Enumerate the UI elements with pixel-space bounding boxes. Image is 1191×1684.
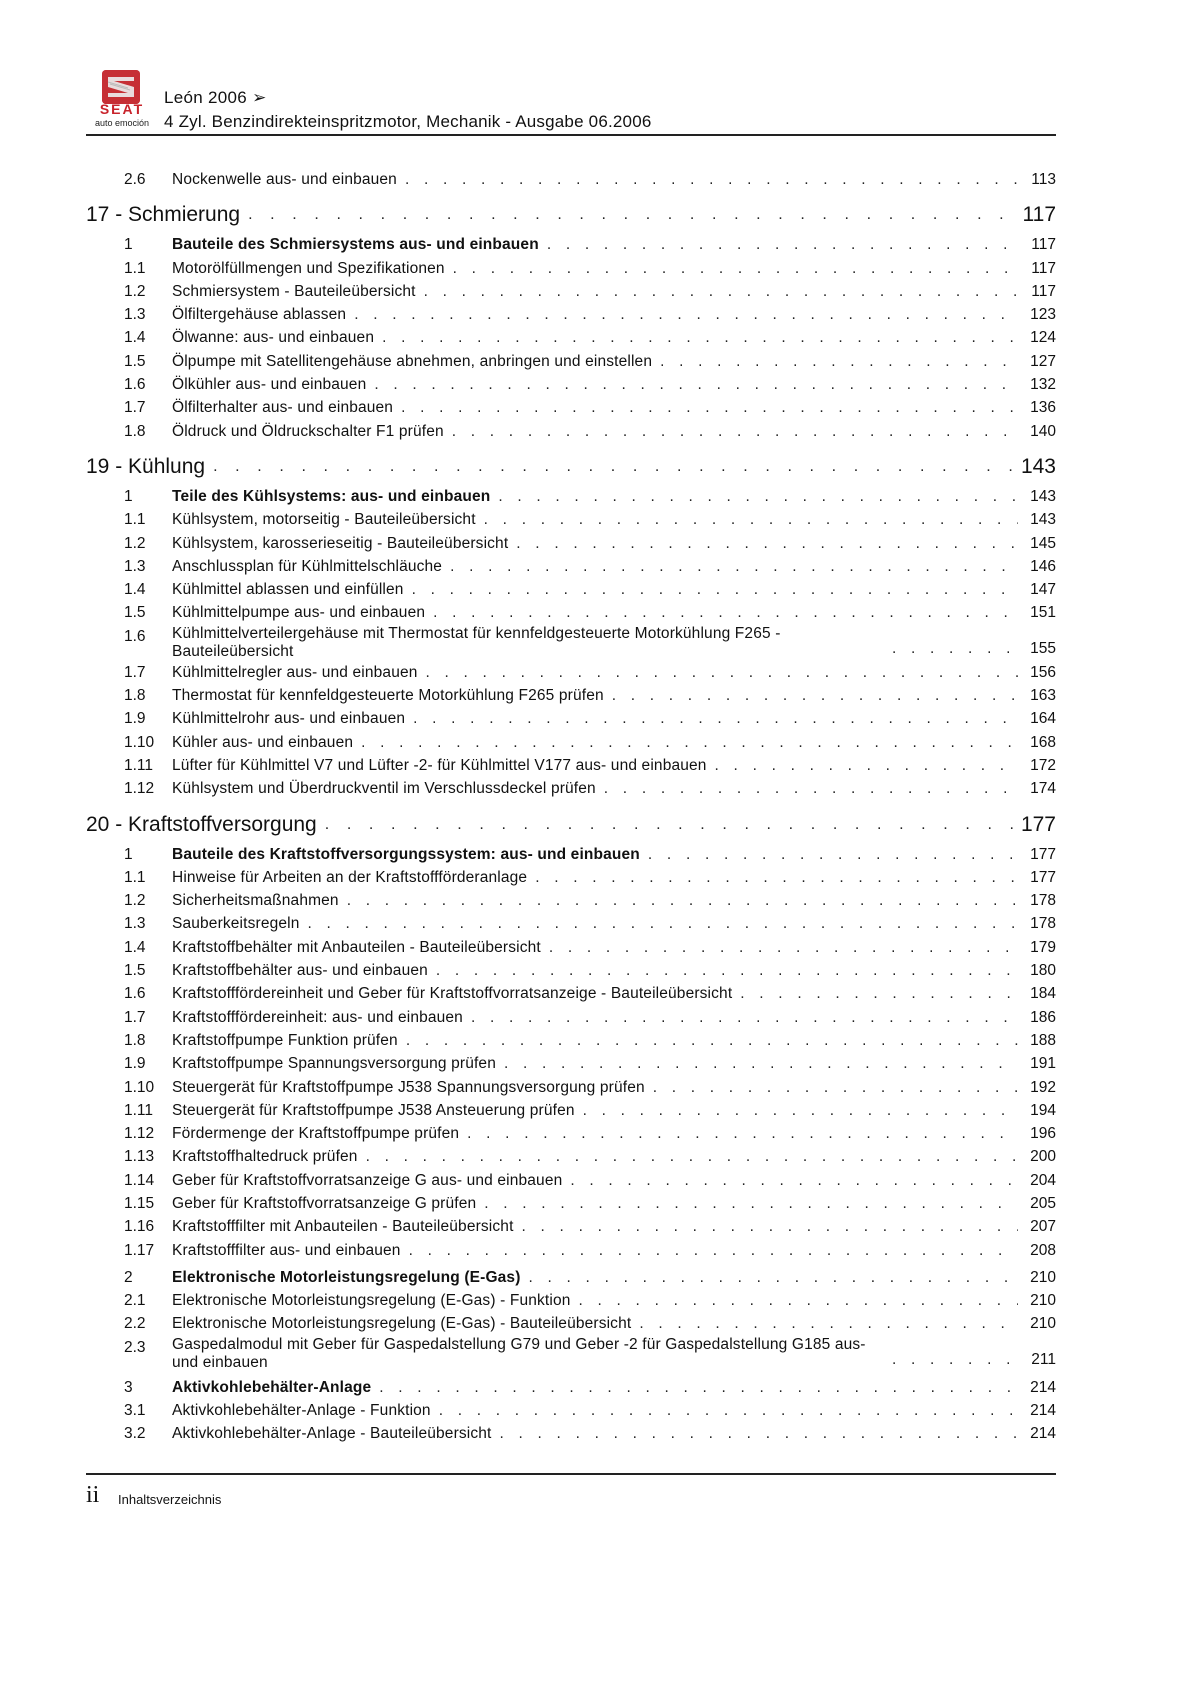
toc-entry[interactable] [86, 326, 1056, 349]
toc-entry-number: 1.17 [124, 1241, 155, 1259]
brand-tagline: auto emoción [94, 118, 150, 128]
toc-entry[interactable] [86, 1006, 1056, 1029]
toc-entry[interactable] [86, 684, 1056, 707]
footer-page-number: ii [86, 1482, 100, 1508]
dot-leader [426, 661, 1018, 684]
toc-entry-number: 1.3 [124, 915, 146, 933]
toc-entry-title[interactable]: Nockenwelle aus- und einbauen [172, 171, 397, 188]
toc-entry[interactable] [86, 912, 1056, 935]
toc-entry-title[interactable]: Kühlmittel ablassen und einfüllen [172, 581, 404, 599]
toc-entry-page[interactable]: 168 [1030, 733, 1056, 751]
dot-leader [366, 1145, 1018, 1168]
document-title: León 2006 ➢ [164, 88, 267, 107]
toc-entry[interactable] [86, 982, 1056, 1005]
dot-leader [382, 326, 1018, 349]
toc-entry-title[interactable]: Aktivkohlebehälter-Anlage - Funktion [172, 1402, 431, 1420]
toc-entry-page[interactable]: 117 [1031, 259, 1056, 277]
toc-entry-page[interactable]: 178 [1030, 892, 1056, 910]
dot-leader [412, 578, 1018, 601]
toc-entry-number: 1.11 [124, 1101, 154, 1119]
toc-entry-title[interactable]: Kühlmittelpumpe aus- und einbauen [172, 604, 426, 622]
toc-entry[interactable] [86, 578, 1056, 601]
chapter-page[interactable]: 177 [1020, 812, 1056, 836]
toc-entry-number: 1.9 [124, 710, 146, 728]
toc-entry[interactable] [86, 257, 1056, 280]
toc-entry-title[interactable]: Kraftstoffpumpe Spannungsversorgung prüfen [172, 1055, 496, 1073]
toc-entry-page[interactable]: 214 [1030, 1402, 1056, 1420]
toc-entry-number: 1.3 [124, 306, 146, 324]
toc-entry-title[interactable]: Kühlsystem und Überdruckventil im Verschlussdeckel prüfen [172, 780, 596, 798]
toc-entry-page[interactable]: 205 [1030, 1194, 1056, 1212]
dot-leader [467, 1122, 1018, 1145]
toc-entry-page[interactable]: 180 [1030, 962, 1056, 980]
toc-entry-page[interactable]: 155 [1030, 640, 1056, 658]
dot-leader [484, 1192, 1018, 1215]
toc-entry-number: 1 [124, 487, 133, 505]
toc-entry-title[interactable]: Kraftstofffördereinheit und Geber für Kraftstoffvorratsanzeige - Bauteileübersicht [172, 985, 733, 1003]
chapter-title[interactable]: 19 - Kühlung [86, 454, 206, 478]
toc-entry-number: 1.5 [124, 352, 146, 370]
toc-chapter-heading[interactable] [86, 201, 1056, 229]
toc-entry-title[interactable]: Kühlmittelregler aus- und einbauen [172, 663, 418, 681]
toc-entry-title[interactable]: Geber für Kraftstoffvorratsanzeige G prüfen [172, 1194, 477, 1212]
toc-entry[interactable] [86, 1376, 1056, 1399]
toc-entry-page[interactable]: 192 [1030, 1078, 1056, 1096]
dot-leader [413, 707, 1018, 730]
toc-entry-number: 1.8 [124, 422, 146, 440]
toc-entry-title[interactable]: Ölfilterhalter aus- und einbauen [172, 399, 394, 417]
toc-entry[interactable] [86, 508, 1056, 531]
toc-entry-page[interactable]: 210 [1030, 1268, 1056, 1286]
toc-entry[interactable] [86, 661, 1056, 684]
toc-entry-page[interactable]: 117 [1031, 236, 1056, 254]
toc-entry[interactable] [86, 1336, 1056, 1372]
dot-leader [213, 453, 1018, 481]
toc-entry[interactable] [86, 707, 1056, 730]
toc-entry-title[interactable]: Kraftstoffbehälter aus- und einbauen [172, 962, 428, 980]
dot-leader [406, 1029, 1018, 1052]
toc-entry-number: 3.2 [124, 1425, 146, 1443]
toc-entry-page[interactable]: 177 [1030, 845, 1056, 863]
toc-entry[interactable] [86, 396, 1056, 419]
toc-entry[interactable] [86, 373, 1056, 396]
dot-leader [439, 1399, 1018, 1422]
dot-leader [892, 1348, 1018, 1371]
toc-entry-title[interactable]: Kraftstoffhaltedruck prüfen [172, 1148, 358, 1166]
table-of-contents [86, 168, 1056, 1446]
footer-section-label: Inhaltsverzeichnis [118, 1492, 222, 1507]
seat-s-mark-icon [102, 70, 140, 104]
toc-entry-page[interactable]: 191 [1030, 1055, 1056, 1073]
dot-leader [547, 233, 1018, 256]
toc-entry-number: 1.6 [124, 627, 146, 645]
toc-entry[interactable] [86, 843, 1056, 866]
dot-leader [639, 1312, 1018, 1335]
toc-entry[interactable] [86, 1076, 1056, 1099]
toc-entry-page[interactable]: 194 [1030, 1101, 1056, 1119]
toc-entry-page[interactable]: 211 [1031, 1351, 1056, 1369]
toc-entry[interactable] [86, 1422, 1056, 1445]
dot-leader [549, 936, 1018, 959]
toc-chapter-heading[interactable] [86, 811, 1056, 839]
toc-entry[interactable] [86, 959, 1056, 982]
toc-entry-title[interactable]: Elektronische Motorleistungsregelung (E-Gas) - Funktion [172, 1292, 571, 1310]
toc-chapter [86, 453, 1056, 801]
toc-entry-title[interactable]: Sauberkeitsregeln [172, 915, 300, 933]
dot-leader [361, 731, 1018, 754]
toc-entry[interactable] [86, 1099, 1056, 1122]
toc-entry-page[interactable]: 146 [1030, 557, 1056, 575]
dot-leader [500, 1422, 1018, 1445]
dot-leader [248, 201, 1018, 229]
toc-entry[interactable] [86, 889, 1056, 912]
toc-entry-title[interactable]: Steuergerät für Kraftstoffpumpe J538 Ansteuerung prüfen [172, 1101, 575, 1119]
toc-entry-title[interactable]: Kraftstoffpumpe Funktion prüfen [172, 1031, 398, 1049]
toc-entry-number: 1.13 [124, 1148, 155, 1166]
toc-entry[interactable] [86, 625, 1056, 661]
toc-entry-number: 1.12 [124, 780, 155, 798]
toc-entry-title[interactable]: Kraftstofffilter aus- und einbauen [172, 1241, 401, 1259]
dot-leader [325, 811, 1018, 839]
toc-entry-title[interactable]: Bauteile des Schmiersystems aus- und einbauen [172, 236, 539, 254]
document-subtitle: 4 Zyl. Benzindirekteinspritzmotor, Mechanik - Ausgabe 06.2006 [164, 112, 652, 131]
toc-entry-title[interactable]: Kühlmittelverteilergehäuse mit Thermostat für kennfeldgesteuerte Motorkühlung F265 - Bauteileübersicht [172, 624, 781, 660]
toc-entry[interactable] [86, 168, 1056, 191]
toc-entry-number: 1.6 [124, 376, 146, 394]
toc-entry-title[interactable]: Aktivkohlebehälter-Anlage - Bauteileübersicht [172, 1425, 492, 1443]
dot-leader [653, 1076, 1018, 1099]
toc-entry[interactable] [86, 601, 1056, 624]
toc-entry[interactable] [86, 1122, 1056, 1145]
chapter-page[interactable]: 143 [1020, 454, 1056, 478]
toc-entry[interactable] [86, 1052, 1056, 1075]
toc-entry-page[interactable]: 145 [1030, 534, 1056, 552]
dot-leader [570, 1169, 1018, 1192]
toc-entry-number: 1 [124, 845, 133, 863]
toc-entry-page[interactable]: 117 [1031, 282, 1056, 300]
toc-entry-page[interactable]: 207 [1030, 1218, 1056, 1236]
toc-entry-number: 1.7 [124, 399, 146, 417]
toc-entry-number: 1.2 [124, 534, 146, 552]
toc-entry-title[interactable]: Kühlsystem, motorseitig - Bauteileübersicht [172, 511, 476, 529]
toc-entry-title[interactable]: Kraftstoffbehälter mit Anbauteilen - Bauteileübersicht [172, 938, 541, 956]
toc-entry[interactable] [86, 1145, 1056, 1168]
toc-entry-number: 1.5 [124, 604, 146, 622]
toc-entry-number: 3.1 [124, 1402, 146, 1420]
dot-leader [452, 420, 1018, 443]
toc-entry-number: 1 [124, 236, 133, 254]
toc-entry-page[interactable]: 196 [1030, 1125, 1056, 1143]
toc-entry-title[interactable]: Geber für Kraftstoffvorratsanzeige G aus- und einbauen [172, 1171, 563, 1189]
dot-leader [379, 1376, 1018, 1399]
toc-entry[interactable] [86, 777, 1056, 800]
toc-entry-number: 1.7 [124, 663, 146, 681]
toc-entry-number: 1.3 [124, 557, 146, 575]
toc-entry[interactable] [86, 731, 1056, 754]
toc-entry-title[interactable]: Aktivkohlebehälter-Anlage [172, 1378, 372, 1396]
toc-entry-page[interactable]: 200 [1030, 1148, 1056, 1166]
toc-entry-title[interactable]: Kühlsystem, karosserieseitig - Bauteileübersicht [172, 534, 509, 552]
dot-leader [535, 866, 1018, 889]
toc-entry[interactable] [86, 1239, 1056, 1262]
toc-entry-number: 1.2 [124, 282, 146, 300]
toc-entry[interactable] [86, 420, 1056, 443]
chapter-title[interactable]: 17 - Schmierung [86, 203, 241, 227]
toc-entry-number: 1.5 [124, 962, 146, 980]
toc-entry-title[interactable]: Kraftstofffilter mit Anbauteilen - Bauteileübersicht [172, 1218, 514, 1236]
toc-entry[interactable] [86, 350, 1056, 373]
toc-entry-number: 1.8 [124, 1031, 146, 1049]
toc-entry-number: 1.10 [124, 1078, 155, 1096]
toc-entry-page[interactable]: 174 [1030, 780, 1056, 798]
toc-entry-page[interactable]: 210 [1030, 1292, 1056, 1310]
toc-entry-number: 1.1 [124, 511, 146, 529]
toc-entry[interactable] [86, 303, 1056, 326]
toc-entry-number: 1.9 [124, 1055, 146, 1073]
toc-entry-page[interactable]: 143 [1030, 487, 1056, 505]
toc-entry-page[interactable]: 123 [1030, 306, 1056, 324]
toc-entry-number: 1.1 [124, 259, 146, 277]
dot-leader [308, 912, 1019, 935]
toc-entry-title[interactable]: Kühlmittelrohr aus- und einbauen [172, 710, 406, 728]
toc-entry[interactable] [86, 1029, 1056, 1052]
toc-entry-number: 1.16 [124, 1218, 155, 1236]
dot-leader [424, 280, 1018, 303]
toc-entry-number: 1.4 [124, 329, 146, 347]
toc-entry[interactable] [86, 1192, 1056, 1215]
dot-leader [401, 396, 1018, 419]
toc-entry-page[interactable]: 210 [1030, 1315, 1056, 1333]
toc-entry-page[interactable]: 177 [1030, 868, 1056, 886]
toc-entry-number: 1.12 [124, 1125, 155, 1143]
toc-entry[interactable] [86, 1266, 1056, 1289]
dot-leader [892, 637, 1018, 660]
dot-leader [450, 555, 1018, 578]
toc-entry-number: 1.11 [124, 756, 154, 774]
toc-entry-title[interactable]: Bauteile des Kraftstoffversorgungssystem: aus- und einbauen [172, 845, 640, 863]
toc-entry-number: 1.14 [124, 1171, 155, 1189]
dot-leader [484, 508, 1018, 531]
toc-entry-page[interactable]: 136 [1030, 399, 1056, 417]
toc-entry-page[interactable]: 214 [1030, 1378, 1056, 1396]
dot-leader [529, 1266, 1018, 1289]
toc-entry[interactable] [86, 280, 1056, 303]
toc-entry[interactable] [86, 866, 1056, 889]
toc-entry-page[interactable]: 184 [1030, 985, 1056, 1003]
dot-leader [504, 1052, 1018, 1075]
chapter-page[interactable]: 117 [1022, 203, 1056, 227]
toc-entry-page[interactable]: 179 [1030, 938, 1056, 956]
toc-entry-title[interactable]: Ölwanne: aus- und einbauen [172, 329, 375, 347]
toc-entry-title[interactable]: Lüfter für Kühlmittel V7 und Lüfter -2- für Kühlmittel V177 aus- und einbauen [172, 756, 707, 774]
dot-leader [354, 303, 1018, 326]
toc-entry[interactable] [86, 754, 1056, 777]
toc-entry-number: 1.1 [124, 868, 146, 886]
toc-entry[interactable] [86, 1312, 1056, 1335]
dot-leader [436, 959, 1018, 982]
dot-leader [522, 1215, 1018, 1238]
toc-entry-page[interactable]: 178 [1030, 915, 1056, 933]
toc-entry-number: 1.4 [124, 938, 146, 956]
toc-entry-page[interactable]: 124 [1030, 329, 1056, 347]
dot-leader [409, 1239, 1018, 1262]
toc-entry-page[interactable]: 204 [1030, 1171, 1056, 1189]
dot-leader [740, 982, 1018, 1005]
toc-entry-number: 1.8 [124, 687, 146, 705]
toc-entry-title[interactable]: Ölkühler aus- und einbauen [172, 376, 367, 394]
toc-entry-number: 2.3 [124, 1338, 146, 1356]
seat-logo [86, 70, 158, 134]
toc-entry-title[interactable]: Kraftstofffördereinheit: aus- und einbauen [172, 1008, 463, 1026]
toc-entry-title[interactable]: Teile des Kühlsystems: aus- und einbauen [172, 487, 491, 505]
toc-entry-title[interactable]: Steuergerät für Kraftstoffpumpe J538 Spannungsversorgung prüfen [172, 1078, 645, 1096]
toc-entry-number: 3 [124, 1378, 133, 1396]
footer-divider [86, 1473, 1056, 1475]
toc-entry-page[interactable]: 172 [1030, 756, 1056, 774]
toc-chapter [86, 811, 1056, 1446]
toc-entry-title[interactable]: Elektronische Motorleistungsregelung (E-Gas) - Bauteileübersicht [172, 1315, 632, 1333]
toc-entry-page[interactable]: 156 [1030, 663, 1056, 681]
dot-leader [660, 350, 1018, 373]
dot-leader [347, 889, 1018, 912]
toc-entry-page[interactable]: 164 [1030, 710, 1056, 728]
dot-leader [579, 1289, 1018, 1312]
brand-name: SEAT [99, 101, 145, 117]
toc-entry-title[interactable]: Öldruck und Öldruckschalter F1 prüfen [172, 422, 444, 440]
dot-leader [648, 843, 1018, 866]
toc-entry-title[interactable]: Schmiersystem - Bauteileübersicht [172, 282, 416, 300]
toc-entry-page[interactable]: 214 [1030, 1425, 1056, 1443]
toc-entry-number: 1.4 [124, 581, 146, 599]
toc-entry-number: 1.2 [124, 892, 146, 910]
dot-leader [715, 754, 1018, 777]
toc-entry-page[interactable]: 151 [1030, 604, 1056, 622]
toc-entry-page[interactable]: 140 [1030, 422, 1056, 440]
toc-entry-number: 1.10 [124, 733, 155, 751]
toc-entry-number: 2.6 [124, 171, 146, 188]
dot-leader [583, 1099, 1018, 1122]
toc-entry-title[interactable]: Gaspedalmodul mit Geber für Gaspedalstellung G79 und Geber -2 für Gaspedalstellung G185 aus- und einbauen [172, 1335, 866, 1371]
toc-entry-page[interactable]: 143 [1030, 511, 1056, 529]
toc-entry-number: 2.1 [124, 1292, 146, 1310]
toc-entry-page[interactable]: 132 [1030, 376, 1056, 394]
toc-entry-page[interactable]: 127 [1030, 352, 1056, 370]
toc-entry-title[interactable]: Hinweise für Arbeiten an der Kraftstoffförderanlage [172, 868, 528, 886]
dot-leader [471, 1006, 1018, 1029]
toc-entry-page[interactable]: 163 [1030, 687, 1056, 705]
toc-entry-title[interactable]: Thermostat für kennfeldgesteuerte Motorkühlung F265 prüfen [172, 687, 604, 705]
toc-entry-page[interactable]: 188 [1030, 1031, 1056, 1049]
toc-entry[interactable] [86, 555, 1056, 578]
toc-chapter [86, 201, 1056, 443]
toc-entry[interactable] [86, 233, 1056, 256]
dot-leader [604, 777, 1018, 800]
toc-entry[interactable] [86, 485, 1056, 508]
dot-leader [516, 532, 1018, 555]
dot-leader [433, 601, 1018, 624]
header-divider [86, 134, 1056, 136]
toc-entry-title[interactable]: Ölpumpe mit Satellitengehäuse abnehmen, anbringen und einstellen [172, 352, 653, 370]
toc-entry-title[interactable]: Elektronische Motorleistungsregelung (E-Gas) [172, 1268, 521, 1286]
dot-leader [374, 373, 1018, 396]
toc-entry-page[interactable]: 113 [1031, 171, 1056, 188]
dot-leader [405, 168, 1018, 191]
dot-leader [612, 684, 1018, 707]
toc-chapter-heading[interactable] [86, 453, 1056, 481]
toc-entry-page[interactable]: 186 [1030, 1008, 1056, 1026]
toc-entry-title[interactable]: Fördermenge der Kraftstoffpumpe prüfen [172, 1125, 460, 1143]
chapter-title[interactable]: 20 - Kraftstoffversorgung [86, 812, 317, 836]
dot-leader [453, 257, 1018, 280]
toc-entry-page[interactable]: 147 [1030, 581, 1056, 599]
toc-entry[interactable] [86, 532, 1056, 555]
seat-emblem-icon [102, 70, 140, 104]
toc-entry-page[interactable]: 208 [1030, 1241, 1056, 1259]
toc-entry-title[interactable]: Sicherheitsmaßnahmen [172, 892, 339, 910]
toc-entry-title[interactable]: Ölfiltergehäuse ablassen [172, 306, 347, 324]
toc-entry[interactable] [86, 936, 1056, 959]
toc-entry-number: 1.15 [124, 1194, 155, 1212]
toc-entry-number: 1.7 [124, 1008, 146, 1026]
toc-entry-title[interactable]: Motorölfüllmengen und Spezifikationen [172, 259, 445, 277]
toc-entry[interactable] [86, 1399, 1056, 1422]
toc-entry-title[interactable]: Kühler aus- und einbauen [172, 733, 354, 751]
toc-entry-title[interactable]: Anschlussplan für Kühlmittelschläuche [172, 557, 443, 575]
dot-leader [498, 485, 1018, 508]
toc-entry-number: 2.2 [124, 1315, 146, 1333]
toc-entry[interactable] [86, 1289, 1056, 1312]
toc-entry[interactable] [86, 1215, 1056, 1238]
page-header [86, 70, 1056, 136]
toc-entry[interactable] [86, 1169, 1056, 1192]
toc-entry-number: 2 [124, 1268, 133, 1286]
toc-entry-number: 1.6 [124, 985, 146, 1003]
